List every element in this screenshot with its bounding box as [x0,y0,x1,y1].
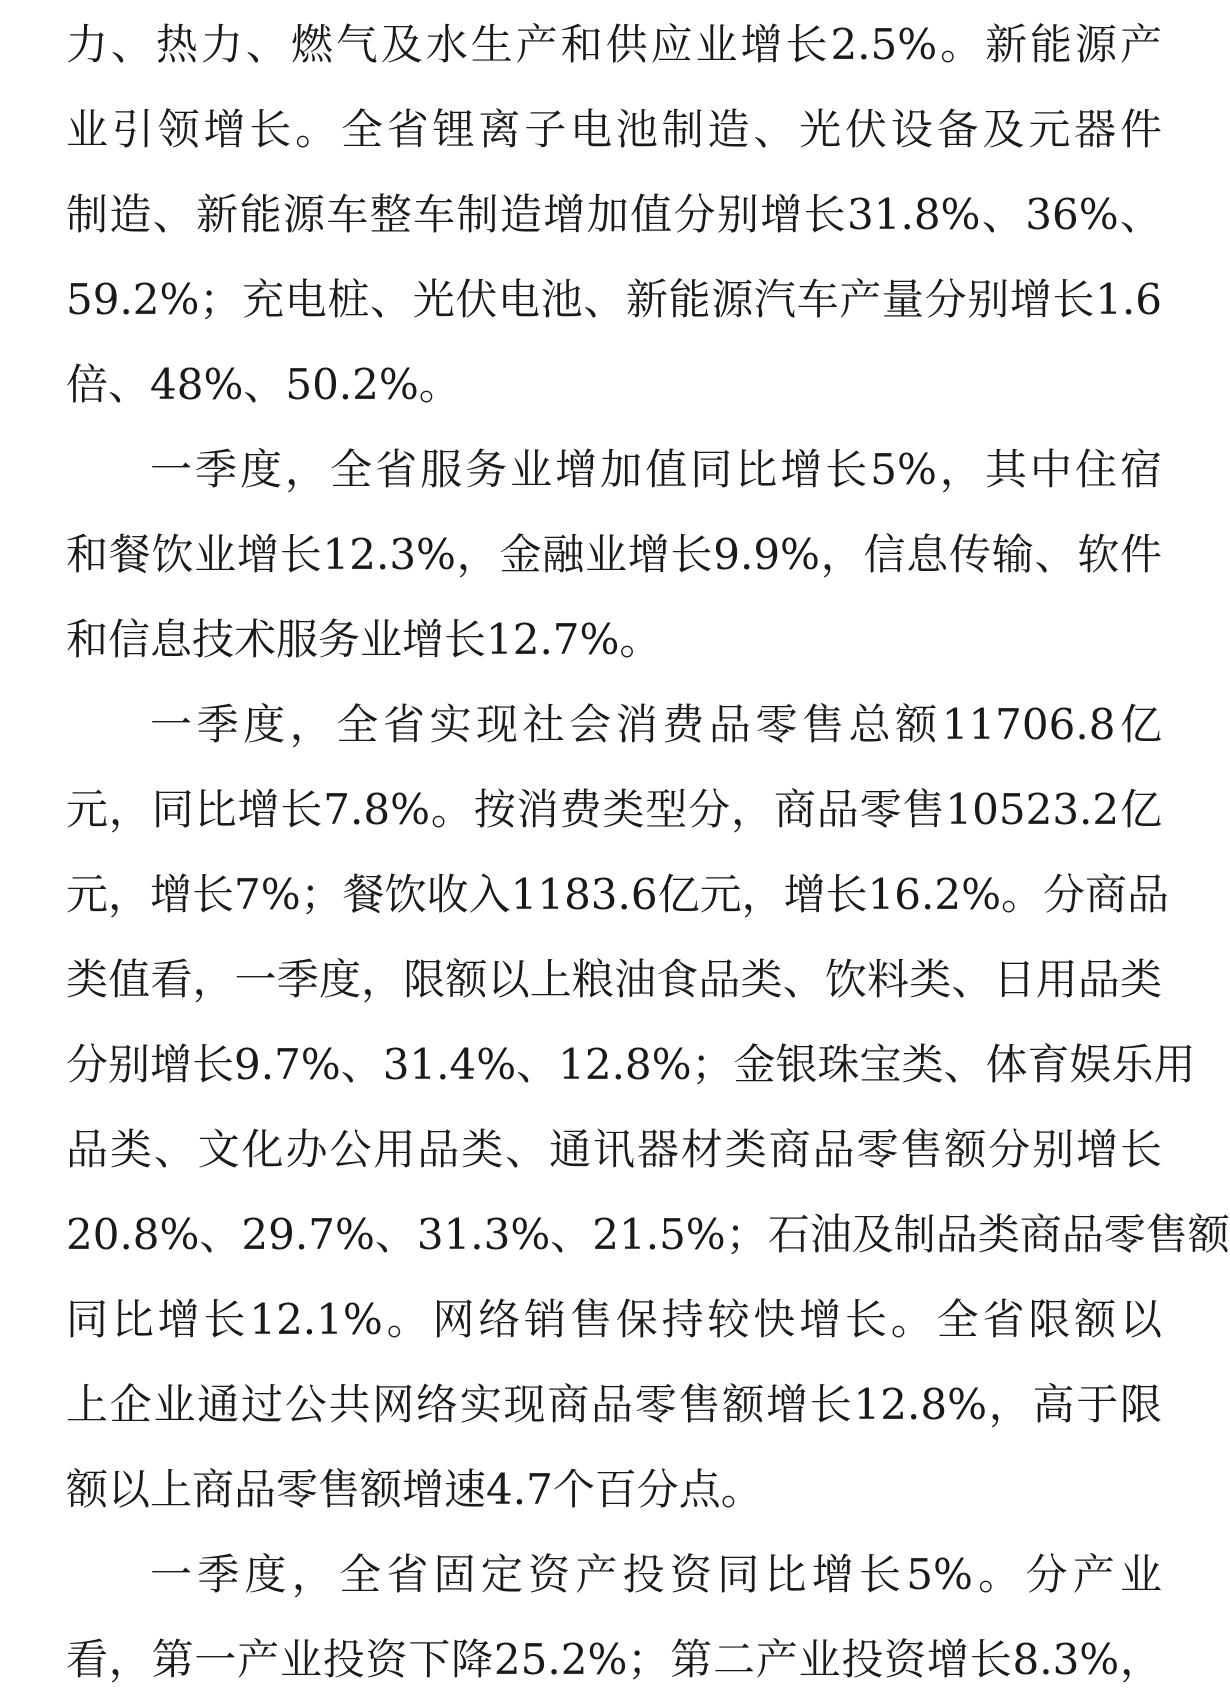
text-line: 力、热力、燃气及水生产和供应业增长2.5%。新能源产 [66,20,1162,69]
paragraph-first-line: 一季度，全省固定资产投资同比增长5%。分产业 [150,1550,1162,1599]
text-line: 59.2%；充电桩、光伏电池、新能源汽车产量分别增长1.6 [66,275,1162,324]
text-line: 20.8%、29.7%、31.3%、21.5%；石油及制品类商品零售额 [66,1210,1230,1259]
text-line: 元，同比增长7.8%。按消费类型分，商品零售10523.2亿 [66,785,1162,834]
text-line: 倍、48%、50.2%。 [66,360,461,409]
text-line: 额以上商品零售额增速4.7个百分点。 [66,1465,763,1514]
text-line: 品类、文化办公用品类、通讯器材类商品零售额分别增长 [66,1125,1162,1174]
text-line: 分别增长9.7%、31.4%、12.8%；金银珠宝类、体育娱乐用 [66,1040,1196,1089]
paragraph-first-line: 一季度，全省服务业增加值同比增长5%，其中住宿 [150,445,1162,494]
text-line: 类值看，一季度，限额以上粮油食品类、饮料类、日用品类 [66,955,1162,1004]
text-line: 和信息技术服务业增长12.7%。 [66,615,662,664]
text-line: 看，第一产业投资下降25.2%；第二产业投资增长8.3%， [66,1635,1162,1684]
text-line: 业引领增长。全省锂离子电池制造、光伏设备及元器件 [66,105,1162,154]
paragraph-first-line: 一季度，全省实现社会消费品零售总额11706.8亿 [150,700,1162,749]
text-line: 上企业通过公共网络实现商品零售额增长12.8%，高于限 [66,1380,1162,1429]
text-line: 同比增长12.1%。网络销售保持较快增长。全省限额以 [66,1295,1162,1344]
text-line: 制造、新能源车整车制造增加值分别增长31.8%、36%、 [66,190,1162,239]
text-line: 和餐饮业增长12.3%，金融业增长9.9%，信息传输、软件 [66,530,1162,579]
text-line: 元，增长7%；餐饮收入1183.6亿元，增长16.2%。分商品 [66,870,1170,919]
